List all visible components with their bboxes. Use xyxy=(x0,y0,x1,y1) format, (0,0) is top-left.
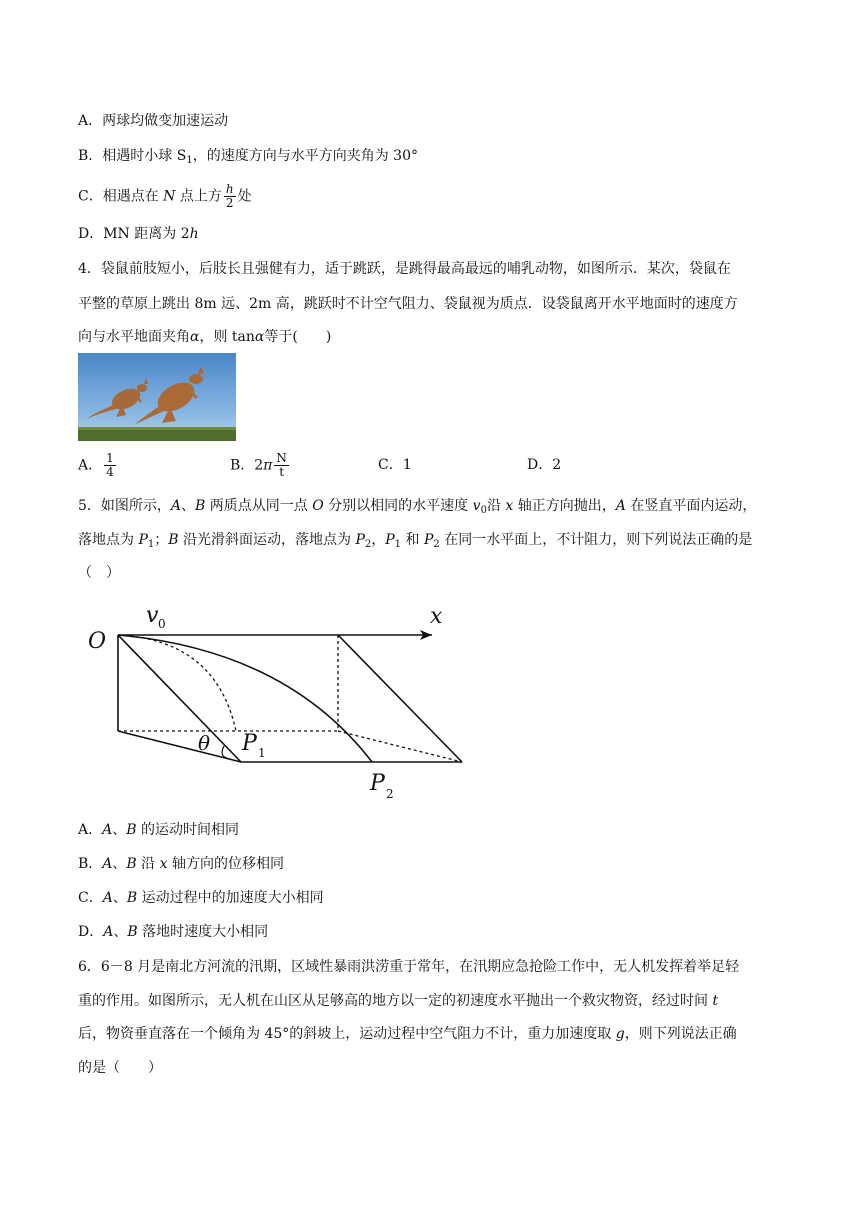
kangaroo-photo xyxy=(78,353,236,441)
fraction-1-over-4: $\frac{1}{4}$ xyxy=(106,451,114,479)
q4-stem-line1: 4．袋鼠前肢短小，后肢长且强健有力，适于跳跃，是跳得最高最远的哺乳动物，如图所示．某次，袋鼠在 xyxy=(78,261,731,277)
q5-stem-line2: 落地点为 $P_1$；B 沿光滑斜面运动，落地点为 $P_2$，$P_1$ 和 $P_2$ 在同一水平面上，不计阻力，则下列说法正确的是 xyxy=(78,532,753,550)
q4-option-d: D．2 xyxy=(527,457,562,473)
trajectory-a xyxy=(118,635,236,731)
label-x: x xyxy=(430,604,443,629)
q6-stem-line1: 6．6－8 月是南北方河流的汛期，区域性暴雨洪涝重于常年，在汛期应急抢险工作中，无人机发挥着举足轻 xyxy=(78,959,740,975)
label-p1-sub: 1 xyxy=(258,746,266,760)
q3-option-a: A．两球均做变加速运动 xyxy=(78,113,229,129)
q4-option-c: C．1 xyxy=(378,457,412,473)
q6-stem-line2: 重的作用。如图所示，无人机在山区从足够高的地方以一定的初速度水平抛出一个救灾物资，经过时间 t xyxy=(78,993,719,1009)
label-o: O xyxy=(88,629,107,654)
q4-stem-line3: 向与水平地面夹角α，则 tanα等于( ) xyxy=(78,329,332,345)
label-theta: θ xyxy=(198,731,211,755)
label-p2: P xyxy=(370,771,385,796)
q4-option-a: A． $\frac{1}{4}$ xyxy=(78,451,114,479)
q5-option-c: C．A、B 运动过程中的加速度大小相同 xyxy=(78,890,324,906)
q5-stem-line1: 5．如图所示，A、B 两质点从同一点 O 分别以相同的水平速度 $v_0$沿 x 轴正方向抛出，A 在竖直平面内运动， xyxy=(78,498,757,516)
fraction-n-over-t: $\frac{N}{t}$ xyxy=(276,451,287,479)
left-bottom-edge xyxy=(118,731,241,762)
hidden-slant xyxy=(338,731,462,762)
left-incline-edge xyxy=(118,635,241,762)
q4-option-b: B．2π $\frac{N}{t}$ xyxy=(230,451,287,479)
q3-option-d: D．MN 距离为 2h xyxy=(78,226,199,242)
q6-stem-line4: 的是（ ） xyxy=(78,1060,162,1076)
label-v-sub: 0 xyxy=(158,617,166,631)
q4-stem-line2: 平整的草原上跳出 8m 远、2m 高，跳跃时不计空气阻力、袋鼠视为质点．设袋鼠离开水平地面时的速度方 xyxy=(78,296,738,312)
q5-stem-line3: （ ） xyxy=(78,565,120,581)
projectile-incline-figure xyxy=(86,600,486,805)
label-p2-sub: 2 xyxy=(386,787,394,801)
label-v: v xyxy=(146,603,159,628)
q5-option-d: D．A、B 落地时速度大小相同 xyxy=(78,924,269,940)
q3-option-b: B．相遇时小球 $S_1$，的速度方向与水平方向夹角为 30° xyxy=(78,148,418,166)
q5-option-b: B．A、B 沿 x 轴方向的位移相同 xyxy=(78,856,284,872)
q3-option-c: C．相遇点在 N 点上方 $\frac{h}{2}$ 处 xyxy=(78,182,252,210)
q6-stem-line3: 后，物资垂直落在一个倾角为 45°的斜坡上，运动过程中空气阻力不计，重力加速度取 g，则下列说法正确 xyxy=(78,1026,737,1042)
fraction-h-over-2: $\frac{h}{2}$ xyxy=(225,182,234,210)
q5-option-a: A．A、B 的运动时间相同 xyxy=(78,822,239,838)
label-p1: P xyxy=(242,731,257,756)
